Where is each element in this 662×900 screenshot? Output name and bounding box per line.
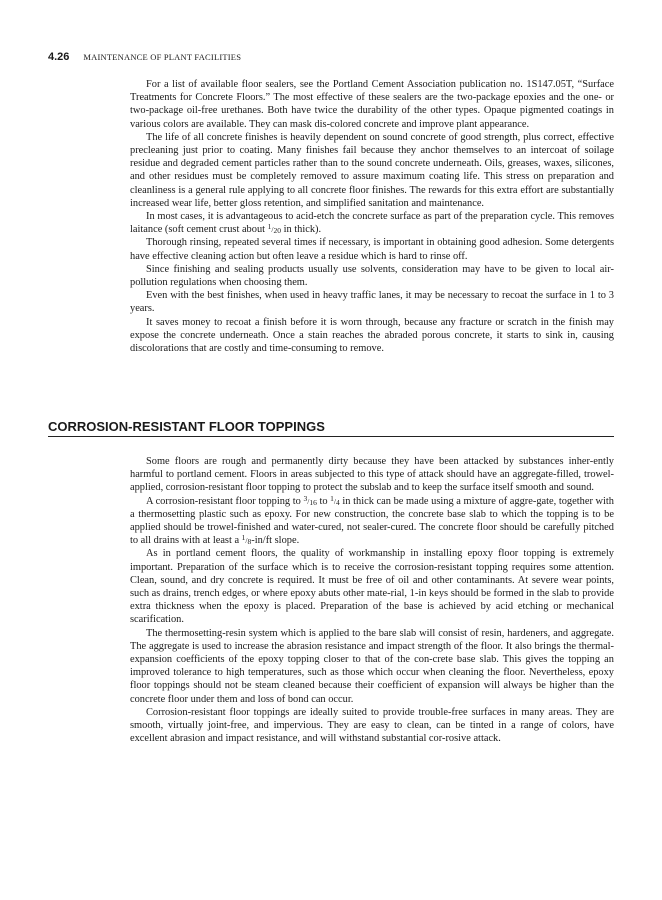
fraction: 3/16: [303, 493, 317, 507]
paragraph: Corrosion-resistant floor toppings are ideally suited to provide trouble-free surfaces in many areas. They are smooth, virtually joint-free, and impervious. They are easy to clean, can be tinted in a range of colors, have excellent abrasion and impact resistance, and will withstand substantial cor-rosive attack.: [130, 706, 614, 745]
running-title: MAINTENANCE OF PLANT FACILITIES: [83, 52, 242, 62]
fraction: 1/8: [241, 533, 252, 547]
page-header: [48, 47, 241, 61]
paragraph: Since finishing and sealing products usually use solvents, consideration may have to be given to local air-pollution regulations when choosing them.: [130, 263, 614, 289]
paragraph: Some floors are rough and permanently dirty because they have been attacked by substances inher-ently harmful to portland cement. Floors in areas subjected to this type of attack should have an aggregate-filled, trowel-applied, corrosion-resistant floor topping to protect the subslab and to keep the surface itself smooth and sound.: [130, 456, 614, 494]
paragraph: For a list of available floor sealers, see the Portland Cement Association publication no. 1S147.05T, “Surface Treatments for Concrete Floors.” The most effective of these sealers are the two-package epoxies and the one- or two-package oil-free urethanes. Both have twice the durability of the other types. Opaque pigmented coatings in various colors are available. They can mask dis-colored concrete and improve plant appearance.: [130, 79, 614, 130]
paragraph: Even with the best finishes, when used in heavy traffic lanes, it may be necessary to recoat the surface in 1 to 3 years.: [130, 290, 614, 315]
section-corrosion-resistant: [130, 455, 614, 745]
section-floor-sealers: [130, 78, 614, 355]
paragraph: Thorough rinsing, repeated several times if necessary, is important in obtaining good adhesion. Some detergents have effective cleaning action but often leave a residue which is hard to rinse off.: [130, 237, 614, 262]
page-number: 4.26: [48, 51, 70, 63]
paragraph: The thermosetting-resin system which is applied to the bare slab will consist of resin, hardeners, and aggregate. The aggregate is used to increase the abrasion resistance and impact strength of the floor. It also brings the thermal-expansion coefficients of the epoxy topping closer to that of the con-crete base slab. This gives the topping an improved tolerance to high temperatures, such as those which occur when cleaning the floor. Nevertheless, epoxy floor toppings should not be steam cleaned because their coefficient of expansion will always be higher than the concrete floor under them and loss of bond can occur.: [130, 627, 614, 705]
paragraph: It saves money to recoat a finish before it is worn through, because any fracture or scratch in the finish may expose the concrete underneath. Once a stain reaches the abraded porous concrete, it starts to sink in, causing discolorations that are costly and time-consuming to remove.: [130, 316, 614, 355]
paragraph-laitance: In most cases, it is advantageous to acid-etch the concrete surface as part of the preparation cycle. This removes laitance (soft cement crust about 1/20 in thick).: [130, 211, 614, 236]
paragraph: As in portland cement floors, the quality of workmanship in installing epoxy floor topping is extremely important. Preparation of the surface which is to receive the corrosion-resistant topping requires some attention. Clean, sound, and dry concrete is required. It must be free of oil and other contaminants. At severe wear points, such as drains, trench edges, or where epoxy abuts other mate-rial, 1-in keys should be formed in the slab to provide extra thickness when the epoxy is placed. Preparation of the base is achieved by acid etching or mechanical scarification.: [130, 548, 614, 626]
fraction: 1/4: [330, 493, 340, 507]
section-heading: CORROSION-RESISTANT FLOOR TOPPINGS: [48, 419, 614, 437]
paragraph: The life of all concrete finishes is heavily dependent on sound concrete of good strength, plus correct, effective precleaning just prior to coating. Many finishes fail because they anchor themselves to an intercoat of soilage residue and degraded cement particles rather than to the sound concrete underneath. Oils, greases, waxes, silicones, and other residues must be completely removed to assure maximum coating life. This stress on preparation and cleanliness is a general rule applying to all concrete floor finishes. The rewards for this extra effort are substantially increased wear life, better gloss retention, and simplified sanitation and maintenance.: [130, 131, 614, 209]
fraction: 1/20: [267, 222, 281, 236]
paragraph-topping: A corrosion-resistant floor topping to 3/16 to 1/4 in thick can be made using a mixture of aggre-gate, together with a thermosetting plastic such as epoxy. For new construction, the concrete base slab to which the topping is to be applied should be trowel-finished and water-cured, not sealer-cured. The concrete floor should be carefully pitched to all drains with at least a 1/8-in/ft slope.: [130, 493, 615, 547]
